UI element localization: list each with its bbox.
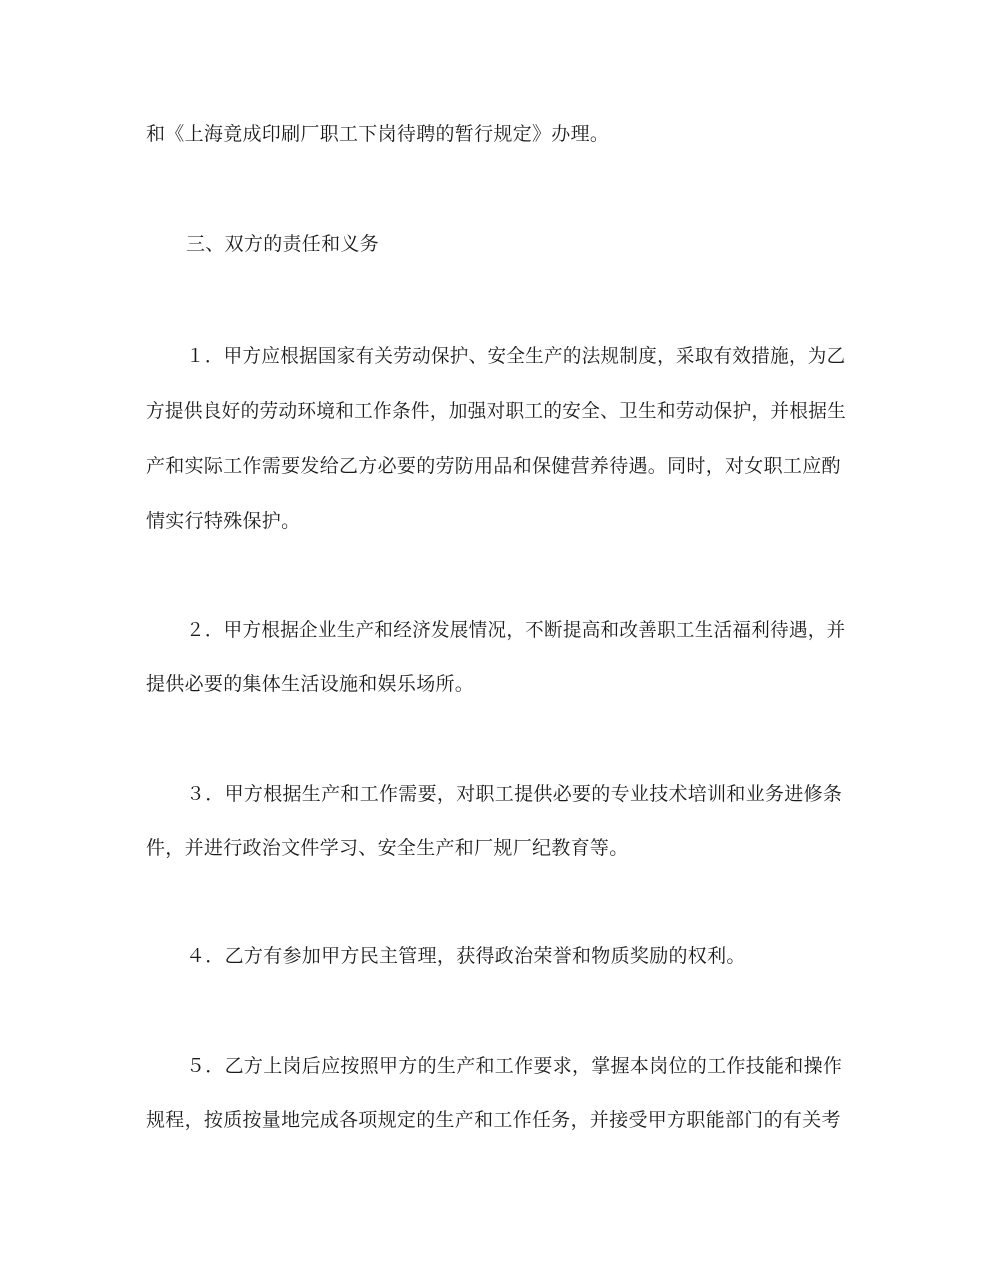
paragraph-line: １．甲方应根据国家有关劳动保护、安全生产的法规制度，采取有效措施，为乙: [186, 345, 846, 367]
paragraph-line: 提供必要的集体生活设施和娱乐场所。: [146, 673, 475, 695]
paragraph-line: 和《上海竟成印刷厂职工下岗待聘的暂行规定》办理。: [146, 123, 610, 145]
paragraph-line: ５．乙方上岗后应按照甲方的生产和工作要求，掌握本岗位的工作技能和操作: [186, 1055, 843, 1077]
paragraph-line: 产和实际工作需要发给乙方必要的劳防用品和保健营养待遇。同时，对女职工应酌: [146, 455, 841, 477]
paragraph-line: 规程，按质按量地完成各项规定的生产和工作任务，并接受甲方职能部门的有关考: [146, 1109, 841, 1131]
paragraph-line: 件，并进行政治文件学习、安全生产和厂规厂纪教育等。: [146, 837, 629, 859]
paragraph-line: ３．甲方根据生产和工作需要，对职工提供必要的专业技术培训和业务进修条: [186, 783, 843, 805]
paragraph-line: ２．甲方根据企业生产和经济发展情况，不断提高和改善职工生活福利待遇，并: [186, 619, 846, 641]
paragraph-line: ４．乙方有参加甲方民主管理，获得政治荣誉和物质奖励的权利。: [186, 945, 746, 967]
section-heading: 三、双方的责任和义务: [186, 233, 380, 255]
paragraph-line: 情实行特殊保护。: [146, 510, 301, 532]
paragraph-line: 方提供良好的劳动环境和工作条件，加强对职工的安全、卫生和劳动保护，并根据生: [146, 400, 847, 422]
